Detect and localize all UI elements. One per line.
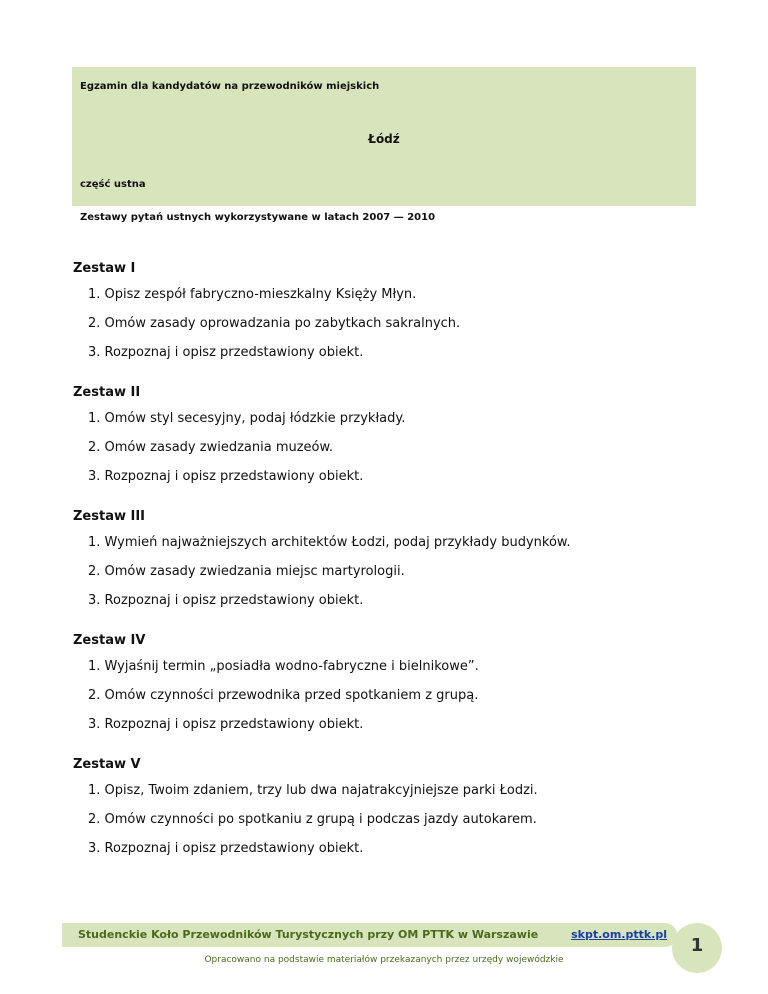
footer-link[interactable]: skpt.om.pttk.pl xyxy=(571,928,667,941)
set-title: Zestaw I xyxy=(73,261,136,276)
exam-part: część ustna xyxy=(80,179,146,190)
exam-title: Egzamin dla kandydatów na przewodników miejskich xyxy=(80,81,380,92)
question-set xyxy=(73,506,713,630)
question-item: 3. Rozpoznaj i opisz przedstawiony obiekt. xyxy=(88,841,364,856)
question-item: 1. Omów styl secesyjny, podaj łódzkie przykłady. xyxy=(88,411,406,426)
document-subtitle: Zestawy pytań ustnych wykorzystywane w latach 2007 — 2010 xyxy=(80,212,436,223)
question-item: 2. Omów zasady zwiedzania muzeów. xyxy=(88,440,334,455)
question-item: 3. Rozpoznaj i opisz przedstawiony obiekt. xyxy=(88,469,364,484)
question-item: 2. Omów czynności przewodnika przed spotkaniem z grupą. xyxy=(88,688,479,703)
question-set xyxy=(73,754,713,878)
question-item: 3. Rozpoznaj i opisz przedstawiony obiekt. xyxy=(88,717,364,732)
question-item: 1. Opisz zespół fabryczno-mieszkalny Księży Młyn. xyxy=(88,287,417,302)
footer-bar xyxy=(62,923,677,947)
question-set xyxy=(73,630,713,754)
header-box xyxy=(72,67,696,206)
question-sets xyxy=(73,258,713,878)
footer-organization: Studenckie Koło Przewodników Turystycznych przy OM PTTK w Warszawie xyxy=(78,928,539,941)
question-item: 3. Rozpoznaj i opisz przedstawiony obiekt. xyxy=(88,345,364,360)
question-set xyxy=(73,382,713,506)
question-item: 2. Omów zasady oprowadzania po zabytkach sakralnych. xyxy=(88,316,461,331)
question-set xyxy=(73,258,713,382)
question-item: 2. Omów zasady zwiedzania miejsc martyrologii. xyxy=(88,564,405,579)
set-title: Zestaw III xyxy=(73,509,146,524)
page-number-badge xyxy=(672,923,722,973)
set-title: Zestaw II xyxy=(73,385,141,400)
set-title: Zestaw IV xyxy=(73,633,146,648)
question-item: 1. Opisz, Twoim zdaniem, trzy lub dwa najatrakcyjniejsze parki Łodzi. xyxy=(88,783,538,798)
question-item: 1. Wyjaśnij termin „posiadła wodno-fabryczne i bielnikowe”. xyxy=(88,659,479,674)
question-item: 1. Wymień najważniejszych architektów Łodzi, podaj przykłady budynków. xyxy=(88,535,571,550)
page-number: 1 xyxy=(690,935,704,956)
city-title: Łódź xyxy=(368,132,400,146)
footer-note: Opracowano na podstawie materiałów przekazanych przez urzędy wojewódzkie xyxy=(204,955,564,965)
question-item: 3. Rozpoznaj i opisz przedstawiony obiekt. xyxy=(88,593,364,608)
question-item: 2. Omów czynności po spotkaniu z grupą i podczas jazdy autokarem. xyxy=(88,812,537,827)
set-title: Zestaw V xyxy=(73,757,141,772)
